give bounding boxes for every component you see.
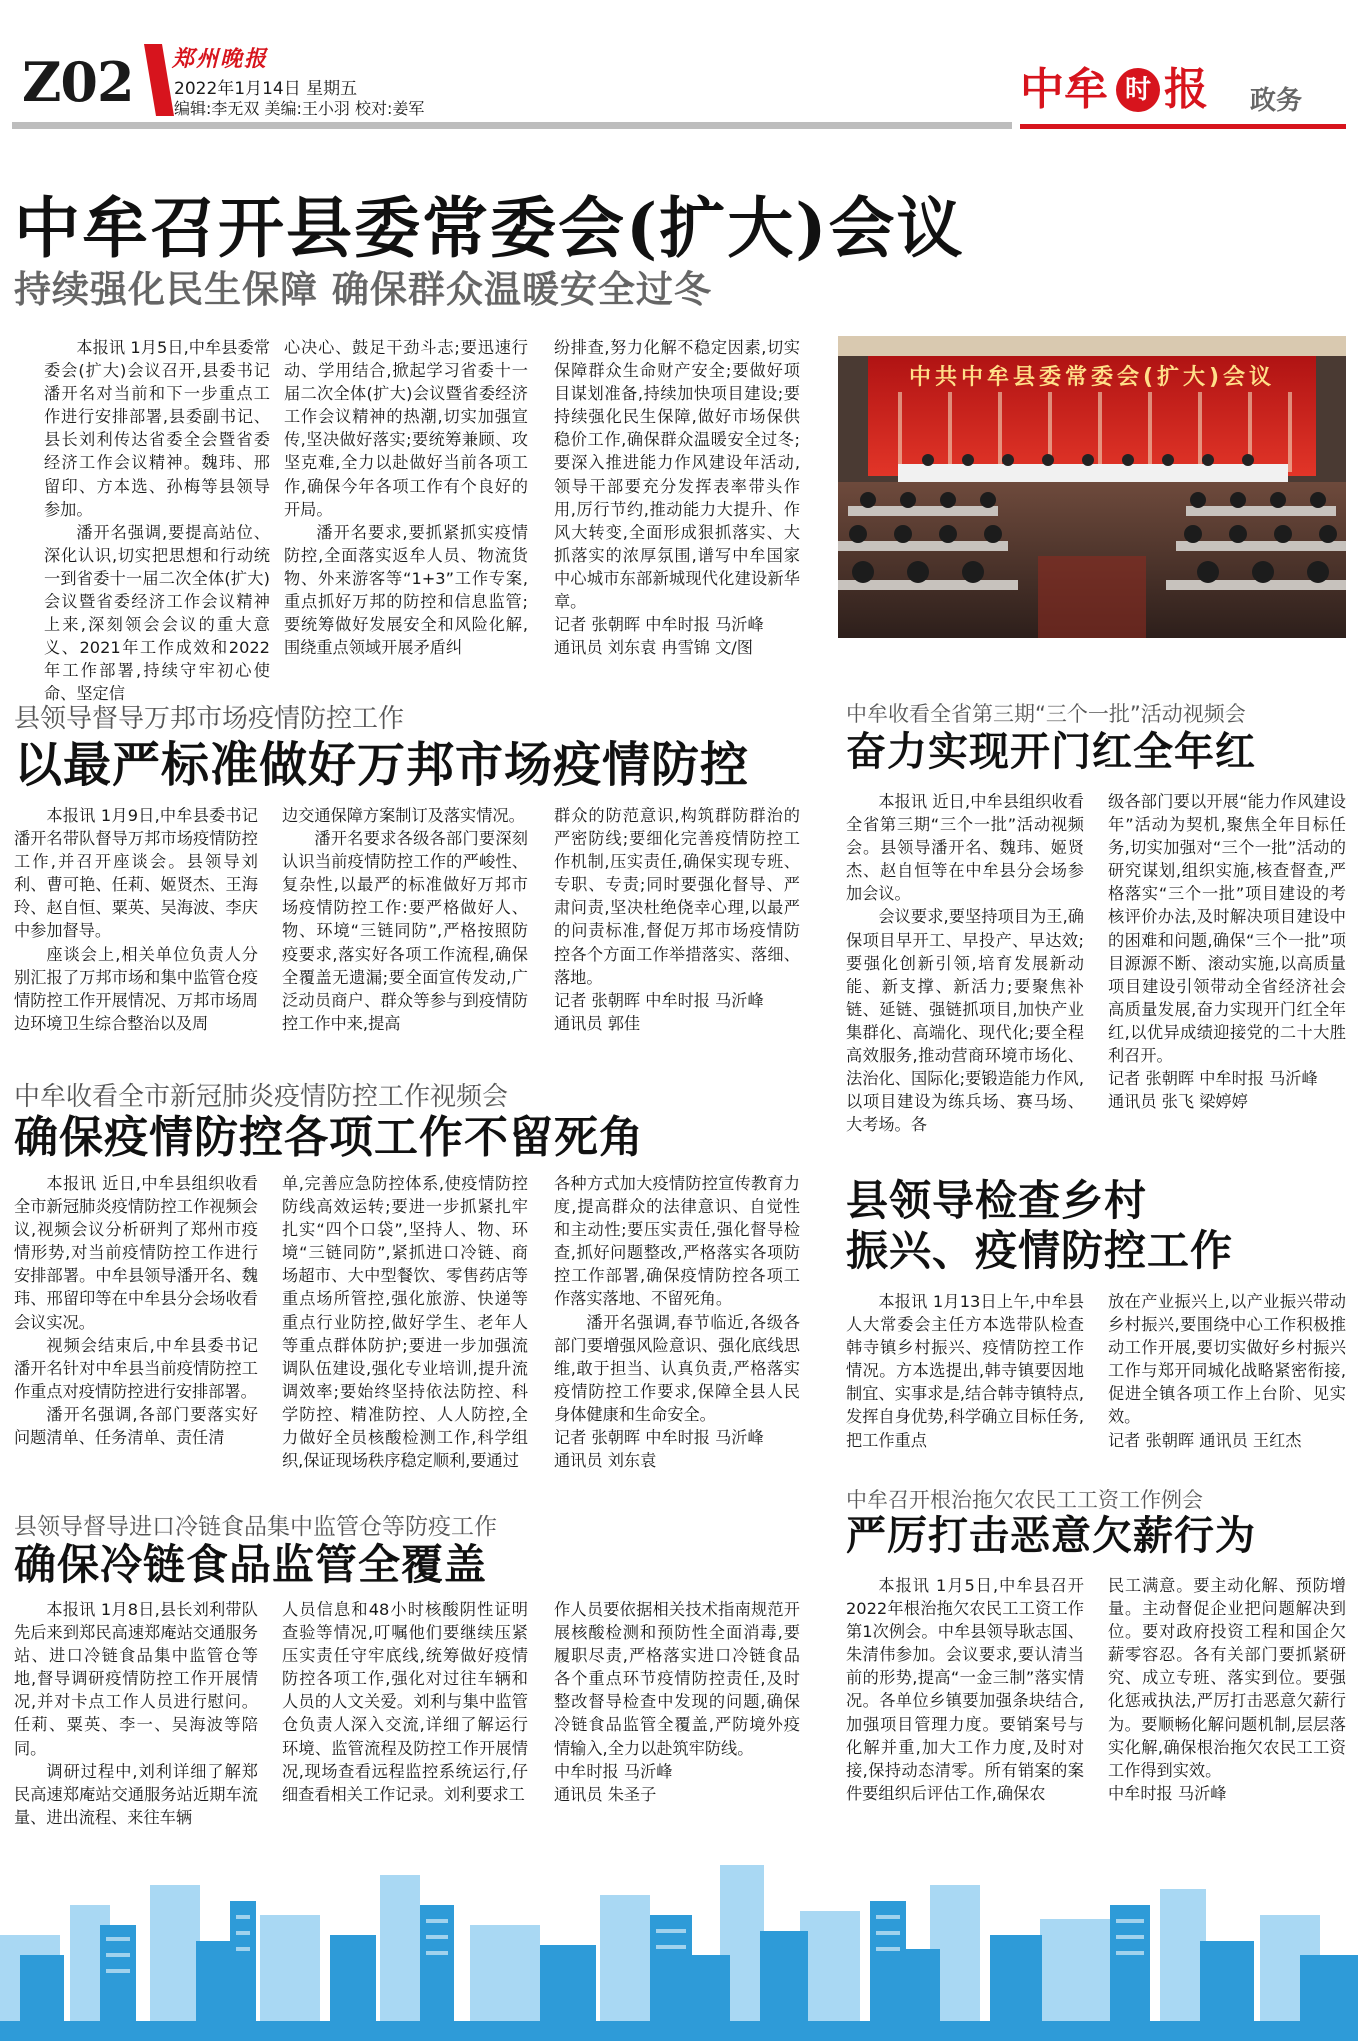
wanbang-column-2	[282, 804, 528, 1036]
coldchain-para-3: 人员信息和48小时核酸阴性证明查验等情况,叮嘱他们要继续压紧压实责任守牢底线,统筹做好疫情防控各项工作,强化对过往车辆和人员的人文关爱。刘利与集中监管仓负责人深入交流,详细了解运行环境、监管流程及防控工作开展情况,现场查看远程监控系统运行,仔细查看相关工作记录。刘利要求工	[282, 1600, 528, 1804]
coldchain-para-1: 本报讯 1月8日,县长刘利带队先后来到郑民高速郑庵站交通服务站、进口冷链食品集中监管仓等地,督导调研疫情防控工作开展情况,并对卡点工作人员进行慰问。任莉、粟英、李一、吴海波等陪同。	[14, 1600, 258, 1758]
wanbang-credit-2: 通讯员 郭佳	[554, 1013, 641, 1033]
covid-para-1: 本报讯 近日,中牟县组织收看全市新冠肺炎疫情防控工作视频会议,视频会议分析研判了郑州市疫情形势,对当前疫情防控工作进行安排部署。中牟县领导潘开名、魏玮、邢留印等在中牟县分会场收看会议实况。	[14, 1174, 258, 1332]
brand-underline	[1020, 124, 1346, 129]
lead-title: 中牟召开县委常委会(扩大)会议	[14, 189, 965, 267]
page-number: Z02	[22, 50, 134, 114]
coldchain-para-4: 作人员要依据相关技术指南规范开展核酸检测和预防性全面消毒,要履职尽责,严格落实进口冷链食品各个重点环节疫情防控责任,及时整改督导检查中发现的问题,确保冷链食品监管全覆盖,严防境外疫情输入,全力以赴筑牢防线。	[554, 1600, 800, 1758]
wanbang-credit-1: 记者 张朝晖 中牟时报 马沂峰	[554, 990, 764, 1010]
wages-para-1: 本报讯 1月5日,中牟县召开2022年根治拖欠农民工工资工作第1次例会。中牟县领导耿志国、朱清伟参加。会议要求,要认清当前的形势,提高“一金三制”落实情况。各单位乡镇要加强条块结合,加强项目管理力度。要销案号与化解并重,加大工作力度,及时对接,保持动态清零。所有销案的案件要组织后评估工作,确保农	[846, 1576, 1084, 1803]
editors-line: 编辑:李无双 美编:王小羽 校对:姜军	[174, 99, 425, 118]
issue-date: 2022年1月14日 星期五	[174, 79, 358, 99]
sangeyipi-credit-2: 通讯员 张飞 梁婷婷	[1108, 1092, 1248, 1112]
brand-left: 中牟	[1020, 64, 1108, 115]
covid-title: 确保疫情防控各项工作不留死角	[14, 1112, 644, 1163]
coldchain-column-1	[14, 1598, 258, 1834]
wages-para-2: 民工满意。要主动化解、预防增量。主动督促企业把问题解决到位。要对政府投资工程和国企欠薪零容忍。各有关部门要抓紧研究、成立专班、落实到位。要强化惩戒执法,严厉打击恶意欠薪行为。要顺畅化解问题机制,层层落实化解,确保根治拖欠农民工工资工作得到实效。	[1108, 1576, 1346, 1780]
brand-right: 报	[1164, 64, 1208, 115]
masthead	[0, 0, 1358, 130]
coldchain-credit-2: 通讯员 朱圣子	[554, 1784, 657, 1804]
wanbang-para-2: 座谈会上,相关单位负责人分别汇报了万邦市场和集中监管仓疫情防控工作开展情况、万邦市场周边环境卫生综合整治以及周	[14, 944, 258, 1033]
covid-column-3	[554, 1172, 800, 1471]
covid-column-2	[282, 1172, 528, 1471]
rural-column-1	[846, 1290, 1084, 1458]
sangeyipi-credit-1: 记者 张朝晖 中牟时报 马沂峰	[1108, 1069, 1318, 1089]
wanbang-kicker: 县领导督导万邦市场疫情防控工作	[14, 704, 405, 734]
coldchain-column-3	[554, 1598, 800, 1834]
wages-title: 严厉打击恶意欠薪行为	[846, 1512, 1256, 1559]
meeting-photo	[838, 336, 1346, 638]
lead-credit-2: 通讯员 刘东袁 冉雪锦 文/图	[554, 638, 753, 658]
rural-title-line-1: 县领导检查乡村	[846, 1176, 1148, 1225]
lead-column-2	[284, 336, 528, 656]
lead-para-3: 心决心、鼓足干劲斗志;要迅速行动、学用结合,掀起学习省委十一届二次全体(扩大)会议暨省委经济工作会议精神的热潮,切实加强宣传,坚决做好落实;要统筹兼顾、攻坚克难,全力以赴做好当前各项工作,确保今年各项工作有个良好的开局。	[284, 338, 528, 519]
wages-kicker: 中牟召开根治拖欠农民工工资工作例会	[846, 1488, 1203, 1512]
photo-banner-text: 中共中牟县委常委会(扩大)会议	[908, 365, 1276, 390]
rural-para-1: 本报讯 1月13日上午,中牟县人大常委会主任方本选带队检查韩寺镇乡村振兴、疫情防控工作情况。方本选提出,韩寺镇要因地制宜、实事求是,结合韩寺镇特点,发挥自身优势,科学确立目标任务,把工作重点	[846, 1292, 1084, 1450]
wanbang-para-1: 本报讯 1月9日,中牟县委书记潘开名带队督导万邦市场疫情防控工作,并召开座谈会。县领导刘利、曹可艳、任莉、姬贤杰、王海玲、赵自恒、粟英、吴海波、李庆中参加督导。	[14, 806, 258, 941]
rural-column-2	[1108, 1290, 1346, 1458]
wanbang-title: 以最严标准做好万邦市场疫情防控	[14, 737, 750, 793]
wanbang-para-3: 边交通保障方案制订及落实情况。	[282, 806, 525, 825]
paper-logo: 郑州晚报	[172, 46, 269, 72]
coldchain-title: 确保冷链食品监管全覆盖	[14, 1540, 488, 1589]
wages-column-2	[1108, 1574, 1346, 1830]
lead-subtitle: 持续强化民生保障 确保群众温暖安全过冬	[14, 268, 712, 311]
wanbang-para-5: 群众的防范意识,构筑群防群治的严密防线;要细化完善疫情防控工作机制,压实责任,确保实现专班、专职、专责;同时要强化督导、严肃问责,坚决杜绝侥幸心理,以最严的问责标准,督促万邦市场疫情防控各个方面工作举措落实、落细、落地。	[554, 806, 800, 987]
coldchain-column-2	[282, 1598, 528, 1834]
covid-kicker: 中牟收看全市新冠肺炎疫情防控工作视频会	[14, 1082, 509, 1112]
sangeyipi-para-3: 级各部门要以开展“能力作风建设年”活动为契机,聚焦全年目标任务,切实加强对“三个一批”活动的研究谋划,组织实施,核查督查,严格落实“三个一批”项目建设的考核评价办法,及时解决项目建设中的困难和问题,确保“三个一批”项目源源不断、滚动实施,以高质量项目建设引领带动全省经济社会高质量发展,奋力实现开门红全年红,以优异成绩迎接党的二十大胜利召开。	[1108, 792, 1346, 1066]
rural-credit-1: 记者 张朝晖 通讯员 王红杰	[1108, 1430, 1302, 1450]
lead-para-5: 纷排查,努力化解不稳定因素,切实保障群众生命财产安全;要做好项目谋划准备,持续加快项目建设;要持续强化民生保障,做好市场保供稳价工作,确保群众温暖安全过冬;要深入推进能力作风建设年活动,领导干部要充分发挥表率带头作用,厉行节约,推动能力大提升、作风大转变,全面形成狠抓落实、大抓落实的浓厚氛围,谱写中牟国家中心城市东部新城现代化建设新华章。	[554, 338, 800, 612]
sangeyipi-para-2: 会议要求,要坚持项目为王,确保项目早开工、早投产、早达效;要强化创新引领,培育发展新动能、新支撑、新活力;要聚焦补链、延链、强链抓项目,加快产业集群化、高端化、现代化;要全程高效服务,推动营商环境市场化、法治化、国际化;要锻造能力作风,以项目建设为练兵场、赛马场、大考场。各	[846, 907, 1084, 1135]
wanbang-para-4: 潘开名要求各级各部门要深刻认识当前疫情防控工作的严峻性、复杂性,以最严的标准做好万邦市场疫情防控工作:要严格做好人、物、环境“三链同防”,严格按照防疫要求,落实好各项工作流程,确保全覆盖无遗漏;要全面宣传发动,广泛动员商户、群众等参与到疫情防控工作中来,提高	[282, 829, 528, 1033]
coldchain-credit-1: 中牟时报 马沂峰	[554, 1761, 673, 1781]
city-skyline-decoration	[0, 1845, 1358, 2041]
rural-para-2: 放在产业振兴上,以产业振兴带动乡村振兴,要围绕中心工作积极推动工作开展,要切实做好乡村振兴工作与郑开同城化战略紧密衔接,促进全镇各项工作上台阶、见实效。	[1108, 1292, 1346, 1427]
lead-column-3	[554, 336, 800, 656]
coldchain-kicker: 县领导督导进口冷链食品集中监管仓等防疫工作	[14, 1514, 497, 1540]
brand-circle-text: 时	[1124, 75, 1151, 105]
slash-divider-icon	[140, 40, 176, 120]
covid-para-2: 视频会结束后,中牟县委书记潘开名针对中牟县当前疫情防控工作重点对疫情防控进行安排部署。	[14, 1335, 258, 1401]
covid-credit-1: 记者 张朝晖 中牟时报 马沂峰	[554, 1428, 764, 1448]
sangeyipi-title: 奋力实现开门红全年红	[846, 728, 1256, 775]
lead-credit-1: 记者 张朝晖 中牟时报 马沂峰	[554, 615, 764, 635]
rural-title-line-2: 振兴、疫情防控工作	[846, 1226, 1234, 1275]
lead-column-1	[44, 336, 270, 704]
sangeyipi-para-1: 本报讯 近日,中牟县组织收看全省第三期“三个一批”活动视频会。县领导潘开名、魏玮、姬贤杰、赵自恒等在中牟县分会场参加会议。	[846, 792, 1084, 904]
wanbang-column-1	[14, 804, 258, 1036]
covid-para-3: 潘开名强调,各部门要落实好问题清单、任务清单、责任清	[14, 1404, 258, 1448]
section-label: 政务	[1250, 86, 1303, 116]
lead-para-4: 潘开名要求,要抓紧抓实疫情防控,全面落实返牟人员、物流货物、外来游客等“1+3”工作专案,重点抓好万邦的防控和信息监管;要统筹做好发展安全和风险化解,围绕重点领域开展矛盾纠	[284, 522, 528, 658]
sangeyipi-kicker: 中牟收看全省第三期“三个一批”活动视频会	[846, 702, 1246, 726]
covid-column-1	[14, 1172, 258, 1468]
sangeyipi-column-2	[1108, 790, 1346, 1130]
wages-column-1	[846, 1574, 1084, 1830]
sangeyipi-column-1	[846, 790, 1084, 1135]
covid-para-4: 单,完善应急防控体系,使疫情防控防线高效运转;要进一步抓紧扎牢扎实“四个口袋”,坚持人、物、环境“三链同防”,紧抓进口冷链、商场超市、大中型餐饮、零售药店等重点场所管控,强化旅游、快递等重点行业防控,做好学生、老年人等重点群体防护;要进一步加强流调队伍建设,强化专业培训,提升流调效率;要始终坚持依法防控、科学防控、精准防控、人人防控,全力做好全员核酸检测工作,科学组织,保证现场秩序稳定顺利,要通过	[282, 1174, 528, 1471]
wages-credit-1: 中牟时报 马沂峰	[1108, 1783, 1227, 1803]
lead-para-1: 本报讯 1月5日,中牟县委常委会(扩大)会议召开,县委书记潘开名对当前和下一步重点工作进行安排部署,县委副书记、县长刘利传达省委全会暨省委经济工作会议精神。魏玮、邢留印、方本选、孙梅等县领导参加。	[44, 338, 270, 519]
masthead-rule	[12, 122, 1012, 129]
covid-para-5: 各种方式加大疫情防控宣传教育力度,提高群众的法律意识、自觉性和主动性;要压实责任,强化督导检查,抓好问题整改,严格落实各项防控工作部署,确保疫情防控各项工作落实落地、不留死角。	[554, 1174, 800, 1309]
covid-para-6: 潘开名强调,春节临近,各级各部门要增强风险意识、强化底线思维,敢于担当、认真负责,严格落实疫情防控工作要求,保障全县人民身体健康和生命安全。	[554, 1312, 800, 1424]
covid-credit-2: 通讯员 刘东袁	[554, 1451, 657, 1471]
coldchain-para-2: 调研过程中,刘利详细了解郑民高速郑庵站交通服务站近期车流量、进出流程、来往车辆	[14, 1761, 258, 1827]
brand-circle-badge	[1116, 68, 1160, 112]
lead-para-2: 潘开名强调,要提高站位、深化认识,切实把思想和行动统一到省委十一届二次全体(扩大)会议暨省委经济工作会议精神上来,深刻领会会议的重大意义、2021年工作成效和2022年工作部署,持续守牢初心使命、坚定信	[44, 522, 270, 704]
wanbang-column-3	[554, 804, 800, 1036]
